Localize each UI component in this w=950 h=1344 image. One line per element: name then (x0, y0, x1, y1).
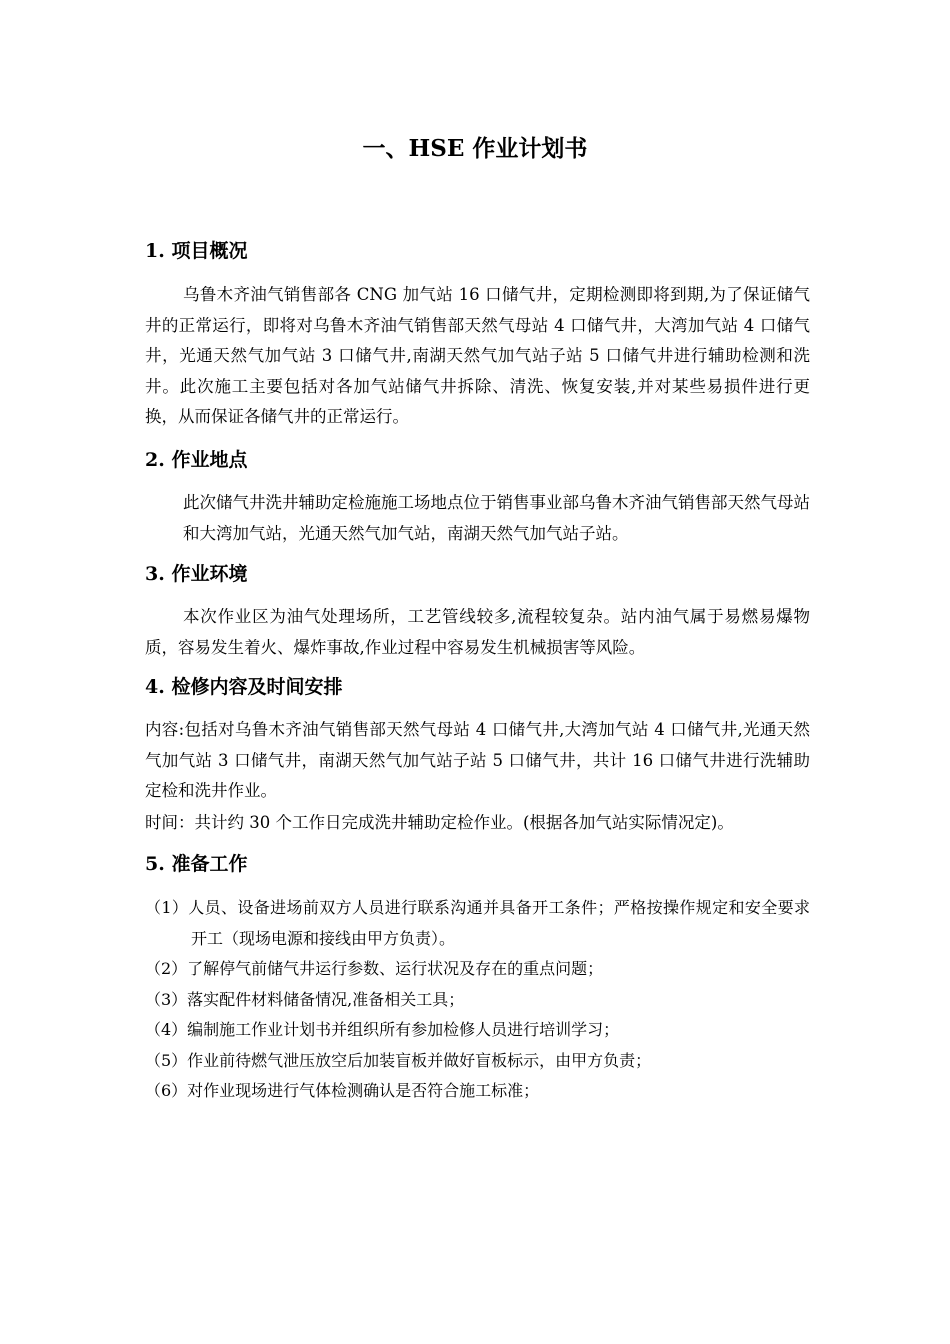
section-content-maintenance: 内容:包括对乌鲁木齐油气销售部天然气母站 4 口储气井,大湾加气站 4 口储气井,光通天然气加气站 3 口储气井，南湖天然气加气站子站 5 口储气井，共计 16 口储气井进行洗辅助定检和洗井作业。 (145, 720, 810, 800)
preparation-list (145, 893, 810, 1107)
section-time-maintenance: 时间：共计约 30 个工作日完成洗井辅助定检作业。(根据各加气站实际情况定)。 (145, 813, 734, 832)
section-paragraph-overview: 乌鲁木齐油气销售部各 CNG 加气站 16 口储气井，定期检测即将到期,为了保证储气井的正常运行，即将对乌鲁木齐油气销售部天然气母站 4 口储气井，大湾加气站 4 口储气井，光通天然气加气站 3 口储气井,南湖天然气加气站子站 5 口储气井进行辅助检测和洗井。此次施工主要包括对各加气站储气井拆除、清洗、恢复安装,并对某些易损件进行更换，从而保证各储气井的正常运行。 (145, 285, 810, 426)
section-heading-preparation: 5. 准备工作 (145, 853, 248, 875)
section-paragraph-environment: 本次作业区为油气处理场所，工艺管线较多,流程较复杂。站内油气属于易燃易爆物质，容易发生着火、爆炸事故,作业过程中容易发生机械损害等风险。 (145, 607, 810, 657)
section-heading-overview: 1. 项目概况 (145, 240, 248, 262)
list-item: （6）对作业现场进行气体检测确认是否符合施工标准； (145, 1081, 540, 1100)
list-item: （5）作业前待燃气泄压放空后加装盲板并做好盲板标示，由甲方负责； (145, 1050, 652, 1070)
list-item: （1）人员、设备进场前双方人员进行联系沟通并具备开工条件；严格按操作规定和安全要求开工（现场电源和接线由甲方负责）。 (145, 898, 810, 948)
list-item: （4）编制施工作业计划书并组织所有参加检修人员进行培训学习； (145, 1020, 620, 1039)
list-item: （2）了解停气前储气井运行参数、运行状况及存在的重点问题； (145, 959, 604, 978)
section-heading-environment: 3. 作业环境 (145, 563, 248, 585)
section-heading-maintenance: 4. 检修内容及时间安排 (145, 676, 343, 698)
document-title: 一、HSE 作业计划书 (362, 135, 588, 162)
list-item: （3）落实配件材料储备情况,准备相关工具； (145, 989, 465, 1009)
section-paragraph-location: 此次储气井洗井辅助定检施施工场地点位于销售事业部乌鲁木齐油气销售部天然气母站和大湾加气站，光通天然气加气站，南湖天然气加气站子站。 (183, 493, 810, 543)
section-heading-location: 2. 作业地点 (145, 449, 248, 471)
